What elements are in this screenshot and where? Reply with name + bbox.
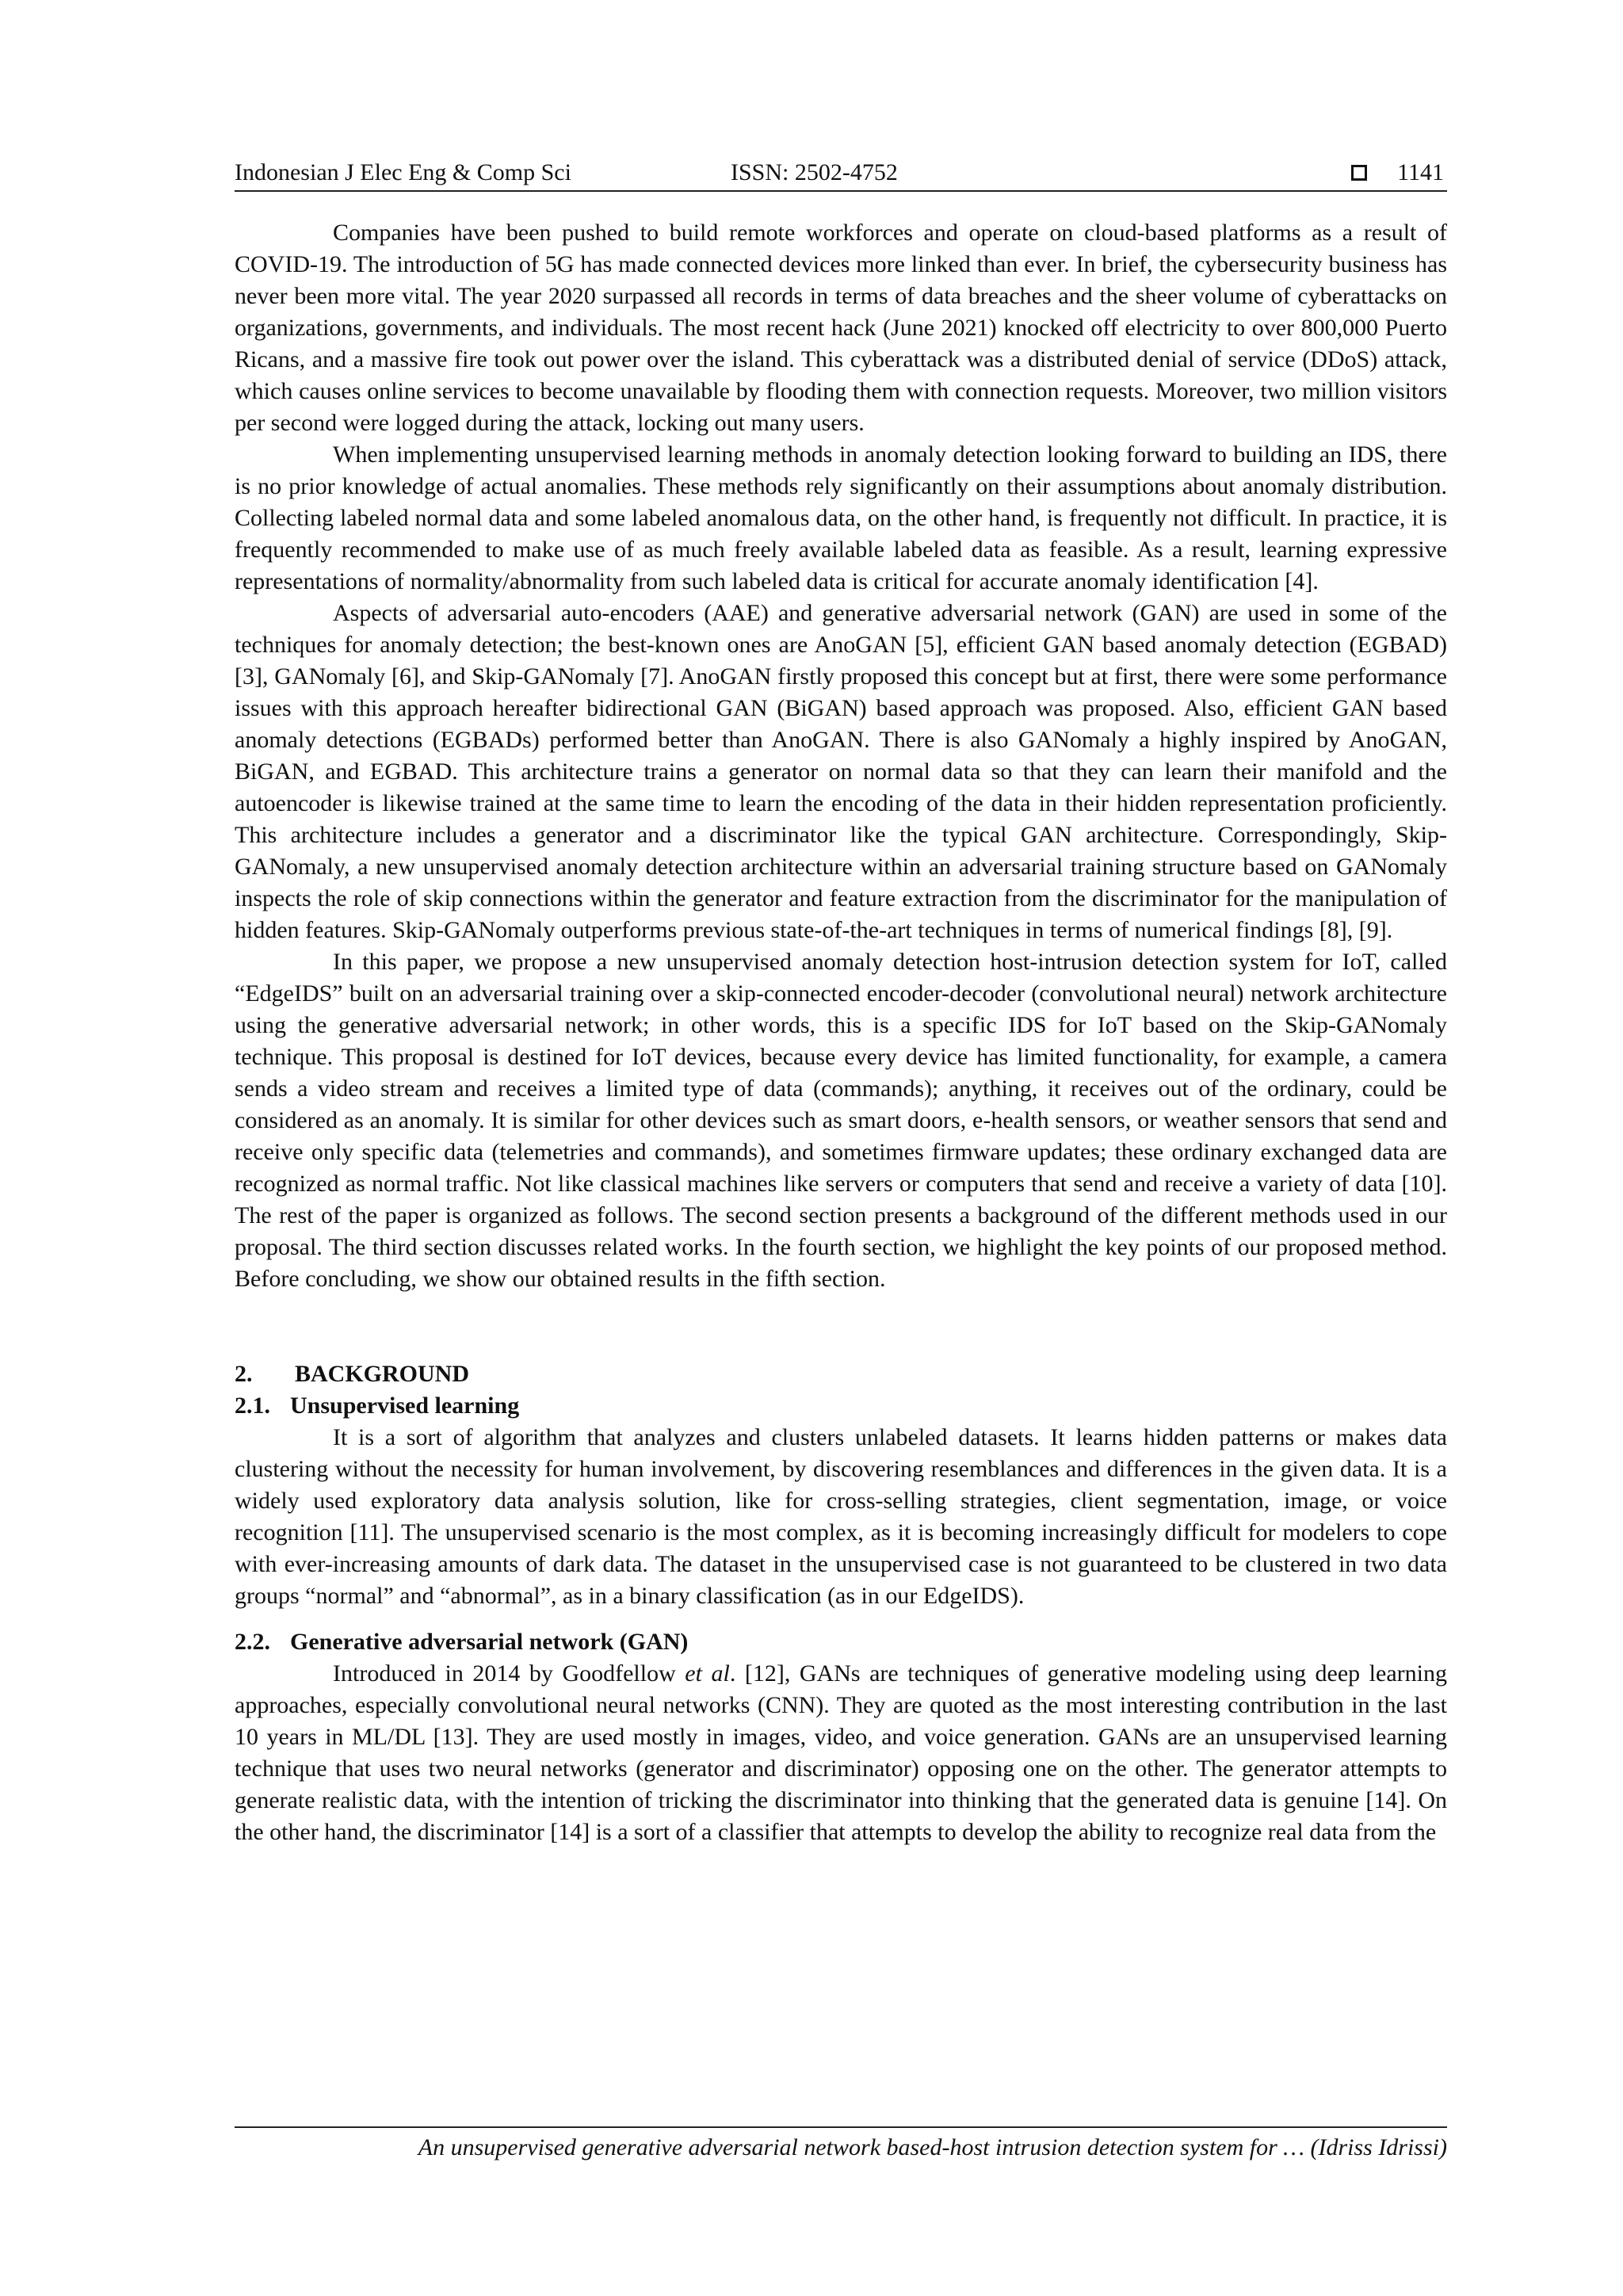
section-number: 2. xyxy=(235,1361,253,1387)
section-title: BACKGROUND xyxy=(295,1361,470,1387)
subsection-title: Generative adversarial network (GAN) xyxy=(290,1629,689,1655)
intro-paragraph-2: When implementing unsupervised learning methods in anomaly detection looking forward to building an IDS, there is no prior knowledge of actual anomalies. These methods rely significantly on their assumptions about anomaly distribution. Collecting labeled normal data and some labeled anomalous data, on the other hand, is frequently not difficult. In practice, it is frequently recommended to make use of as much freely available labeled data as feasible. As a result, learning expressive representations of normality/abnormality from such labeled data is critical for accurate anomaly identification [4]. xyxy=(235,441,1447,594)
paper-page xyxy=(235,155,1447,1848)
issn: ISSN: 2502-4752 xyxy=(731,159,898,185)
section-heading-background xyxy=(235,1358,1447,1390)
unsupervised-learning-paragraph: It is a sort of algorithm that analyzes and clusters unlabeled datasets. It learns hidden patterns or makes data clustering without the necessity for human involvement, by discovering resemblances and differences in the given data. It is a widely used exploratory data analysis solution, like for cross-selling strategies, client segmentation, image, or voice recognition [11]. The unsupervised scenario is the most complex, as it is becoming increasingly difficult for modelers to cope with ever-increasing amounts of dark data. The dataset in the unsupervised case is not guaranteed to be clustered in two data groups “normal” and “abnormal”, as in a binary classification (as in our EdgeIDS). xyxy=(235,1424,1447,1609)
journal-name: Indonesian J Elec Eng & Comp Sci xyxy=(235,159,571,185)
gan-paragraph-start: Introduced in 2014 by Goodfellow xyxy=(333,1660,685,1687)
gan-paragraph-rest: . [12], GANs are techniques of generative modeling using deep learning approaches, especially convolutional neural networks (CNN). They are quoted as the most interesting contribution in the last 10 years in ML/DL [13]. They are used mostly in images, video, and voice generation. GANs are an unsupervised learning technique that uses two neural networks (generator and discriminator) opposing one on the other. The generator attempts to generate realistic data, with the intention of tricking the discriminator into thinking that the generated data is genuine [14]. On the other hand, the discriminator [14] is a sort of a classifier that attempts to develop the ability to recognize real data from the xyxy=(235,1660,1447,1845)
box-icon xyxy=(1351,165,1367,181)
intro-paragraph-1: Companies have been pushed to build remote workforces and operate on cloud-based platforms as a result of COVID-19. The introduction of 5G has made connected devices more linked than ever. In brief, the cybersecurity business has never been more vital. The year 2020 surpassed all records in terms of data breaches and the sheer volume of cyberattacks on organizations, governments, and individuals. The most recent hack (June 2021) knocked off electricity to over 800,000 Puerto Ricans, and a massive fire took out power over the island. This cyberattack was a distributed denial of service (DDoS) attack, which causes online services to become unavailable by flooding them with connection requests. Moreover, two million visitors per second were logged during the attack, locking out many users. xyxy=(235,220,1447,436)
intro-paragraph-4: In this paper, we propose a new unsupervised anomaly detection host-intrusion detection system for IoT, called “EdgeIDS” built on an adversarial training over a skip-connected encoder-decoder (convolutional neural) network architecture using the generative adversarial network; in other words, this is a specific IDS for IoT based on the Skip-GANomaly technique. This proposal is destined for IoT devices, because every device has limited functionality, for example, a camera sends a video stream and receives a limited type of data (commands); anything, it receives out of the ordinary, could be considered as an anomaly. It is similar for other devices such as smart doors, e-health sensors, or weather sensors that send and receive only specific data (telemetries and commands), and sometimes firmware updates; these ordinary exchanged data are recognized as normal traffic. Not like classical machines like servers or computers that send and receive a variety of data [10]. The rest of the paper is organized as follows. The second section presents a background of the different methods used in our proposal. The third section discusses related works. In the fourth section, we highlight the key points of our proposed method. Before concluding, we show our obtained results in the fifth section. xyxy=(235,949,1447,1292)
subsection-heading-unsupervised-learning xyxy=(235,1390,1447,1422)
subsection-heading-gan xyxy=(235,1626,1447,1658)
et-al: et al xyxy=(685,1660,730,1687)
body-text xyxy=(235,217,1447,1848)
running-header xyxy=(235,155,1447,192)
intro-paragraph-3: Aspects of adversarial auto-encoders (AAE) and generative adversarial network (GAN) are used in some of the techniques for anomaly detection; the best-known ones are AnoGAN [5], efficient GAN based anomaly detection (EGBAD) [3], GANomaly [6], and Skip-GANomaly [7]. AnoGAN firstly proposed this concept but at first, there were some performance issues with this approach hereafter bidirectional GAN (BiGAN) based approach was proposed. Also, efficient GAN based anomaly detections (EGBADs) performed better than AnoGAN. There is also GANomaly a highly inspired by AnoGAN, BiGAN, and EGBAD. This architecture trains a generator on normal data so that they can learn their manifold and the autoencoder is likewise trained at the same time to learn the encoding of the data in their hidden representation proficiently. This architecture includes a generator and a discriminator like the typical GAN architecture. Correspondingly, Skip-GANomaly, a new unsupervised anomaly detection architecture within an adversarial training structure based on GANomaly inspects the role of skip connections within the generator and feature extraction from the discriminator for the manipulation of hidden features. Skip-GANomaly outperforms previous state-of-the-art techniques in terms of numerical findings [8], [9]. xyxy=(235,600,1447,943)
footer-rule xyxy=(235,2126,1447,2128)
subsection-number: 2.2. xyxy=(235,1629,270,1655)
subsection-number: 2.1. xyxy=(235,1392,270,1419)
running-footer: An unsupervised generative adversarial network based-host intrusion detection system for … (Idriss Idrissi) xyxy=(418,2134,1447,2160)
page-number-group xyxy=(1351,155,1444,190)
subsection-title: Unsupervised learning xyxy=(290,1392,520,1419)
page-number: 1141 xyxy=(1397,159,1444,185)
gan-paragraph xyxy=(235,1658,1447,1848)
